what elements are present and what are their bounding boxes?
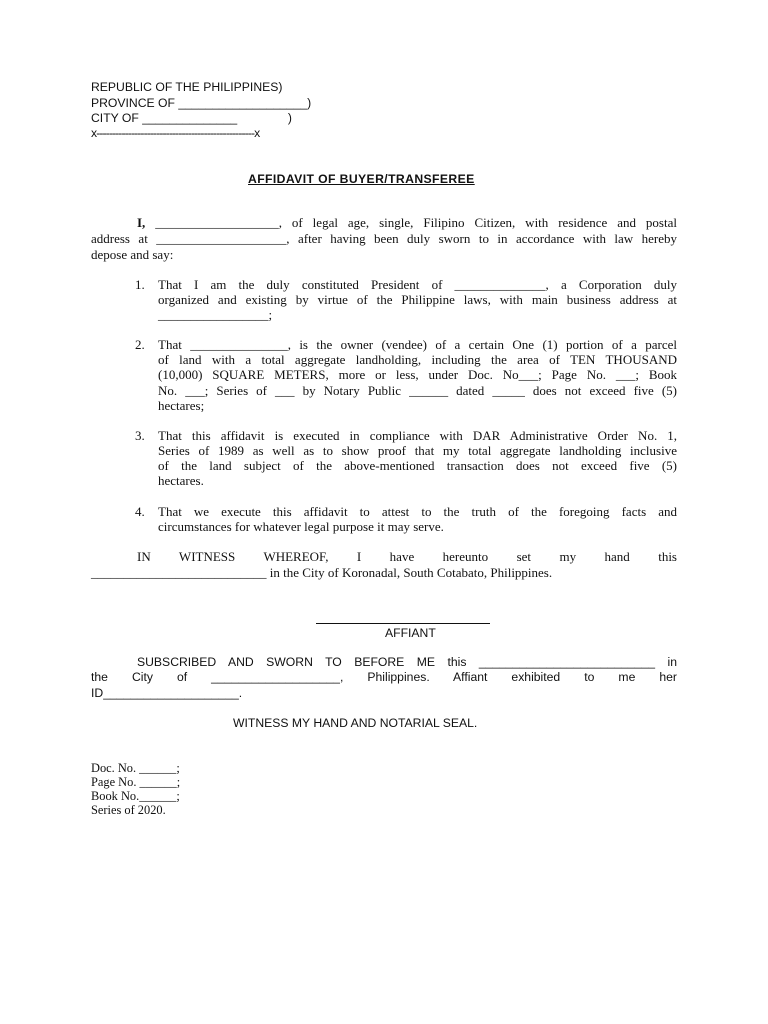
item-2-line-3: (10,000) SQUARE METERS, more or less, under Doc. No___; Page No. ___; Book <box>158 367 677 382</box>
document-title: AFFIDAVIT OF BUYER/TRANSFEREE <box>248 172 475 186</box>
item-2-line-4: No. ___; Series of ___ by Notary Public ______ dated _____ does not exceed five (5) <box>158 383 677 398</box>
notarial-seal-line: WITNESS MY HAND AND NOTARIAL SEAL. <box>233 716 478 730</box>
item-3-line-1: That this affidavit is executed in compliance with DAR Administrative Order No. 1, <box>158 428 677 443</box>
jurat-line-1: SUBSCRIBED AND SWORN TO BEFORE ME this __________________________ in <box>137 655 677 669</box>
intro-line-3: depose and say: <box>91 247 174 262</box>
intro-line-1 <box>137 215 677 231</box>
item-4-line-2: circumstances for whatever legal purpose it may serve. <box>158 519 444 534</box>
item-4-line-1: That we execute this affidavit to attest to the truth of the foregoing facts and <box>158 504 677 519</box>
header-city: CITY OF ______________ ) <box>91 111 292 125</box>
item-4-number: 4. <box>135 504 145 519</box>
affiant-label: AFFIANT <box>385 626 436 640</box>
intro-line-1-text: ___________________, of legal age, single, Filipino Citizen, with residence and postal <box>145 215 677 230</box>
header-republic: REPUBLIC OF THE PHILIPPINES) <box>91 80 283 94</box>
intro-line-2: address at ____________________, after having been duly sworn to in accordance with law hereby <box>91 231 677 246</box>
item-2-line-1: That _______________, is the owner (vendee) of a certain One (1) portion of a parcel <box>158 337 677 352</box>
item-3-line-3: of the land subject of the above-mentioned transaction does not exceed five (5) <box>158 458 677 473</box>
item-3-number: 3. <box>135 428 145 443</box>
item-3-line-2: Series of 1989 as well as to show proof that my total aggregate landholding inclusive <box>158 443 677 458</box>
footer-page-no: Page No. ______; <box>91 775 181 789</box>
intro-pronoun: I, <box>137 215 146 230</box>
affiant-signature-line <box>316 623 490 624</box>
witness-line-2: ___________________________ in the City of Koronadal, South Cotabato, Philippines. <box>91 565 553 580</box>
item-1-number: 1. <box>135 277 145 292</box>
footer-doc-no: Doc. No. ______; <box>91 761 180 775</box>
witness-line-1: IN WITNESS WHEREOF, I have hereunto set my hand this <box>137 549 677 564</box>
item-1-line-2: organized and existing by virtue of the Philippine laws, with main business address at <box>158 292 677 307</box>
jurat-line-3: ID____________________. <box>91 686 243 700</box>
item-2-number: 2. <box>135 337 145 352</box>
item-1-line-1: That I am the duly constituted President of ______________, a Corporation duly <box>158 277 677 292</box>
item-1-line-3: _________________; <box>158 307 273 322</box>
item-2-line-2: of land with a total aggregate landholding, including the area of TEN THOUSAND <box>158 352 677 367</box>
footer-series: Series of 2020. <box>91 803 166 817</box>
header-province: PROVINCE OF ___________________) <box>91 96 312 110</box>
header-separator: x--------------------------------------------------x <box>91 126 260 140</box>
jurat-line-2: the City of ___________________, Philippines. Affiant exhibited to me her <box>91 670 677 684</box>
item-3-line-4: hectares. <box>158 473 204 488</box>
footer-book-no: Book No.______; <box>91 789 180 803</box>
item-2-line-5: hectares; <box>158 398 205 413</box>
